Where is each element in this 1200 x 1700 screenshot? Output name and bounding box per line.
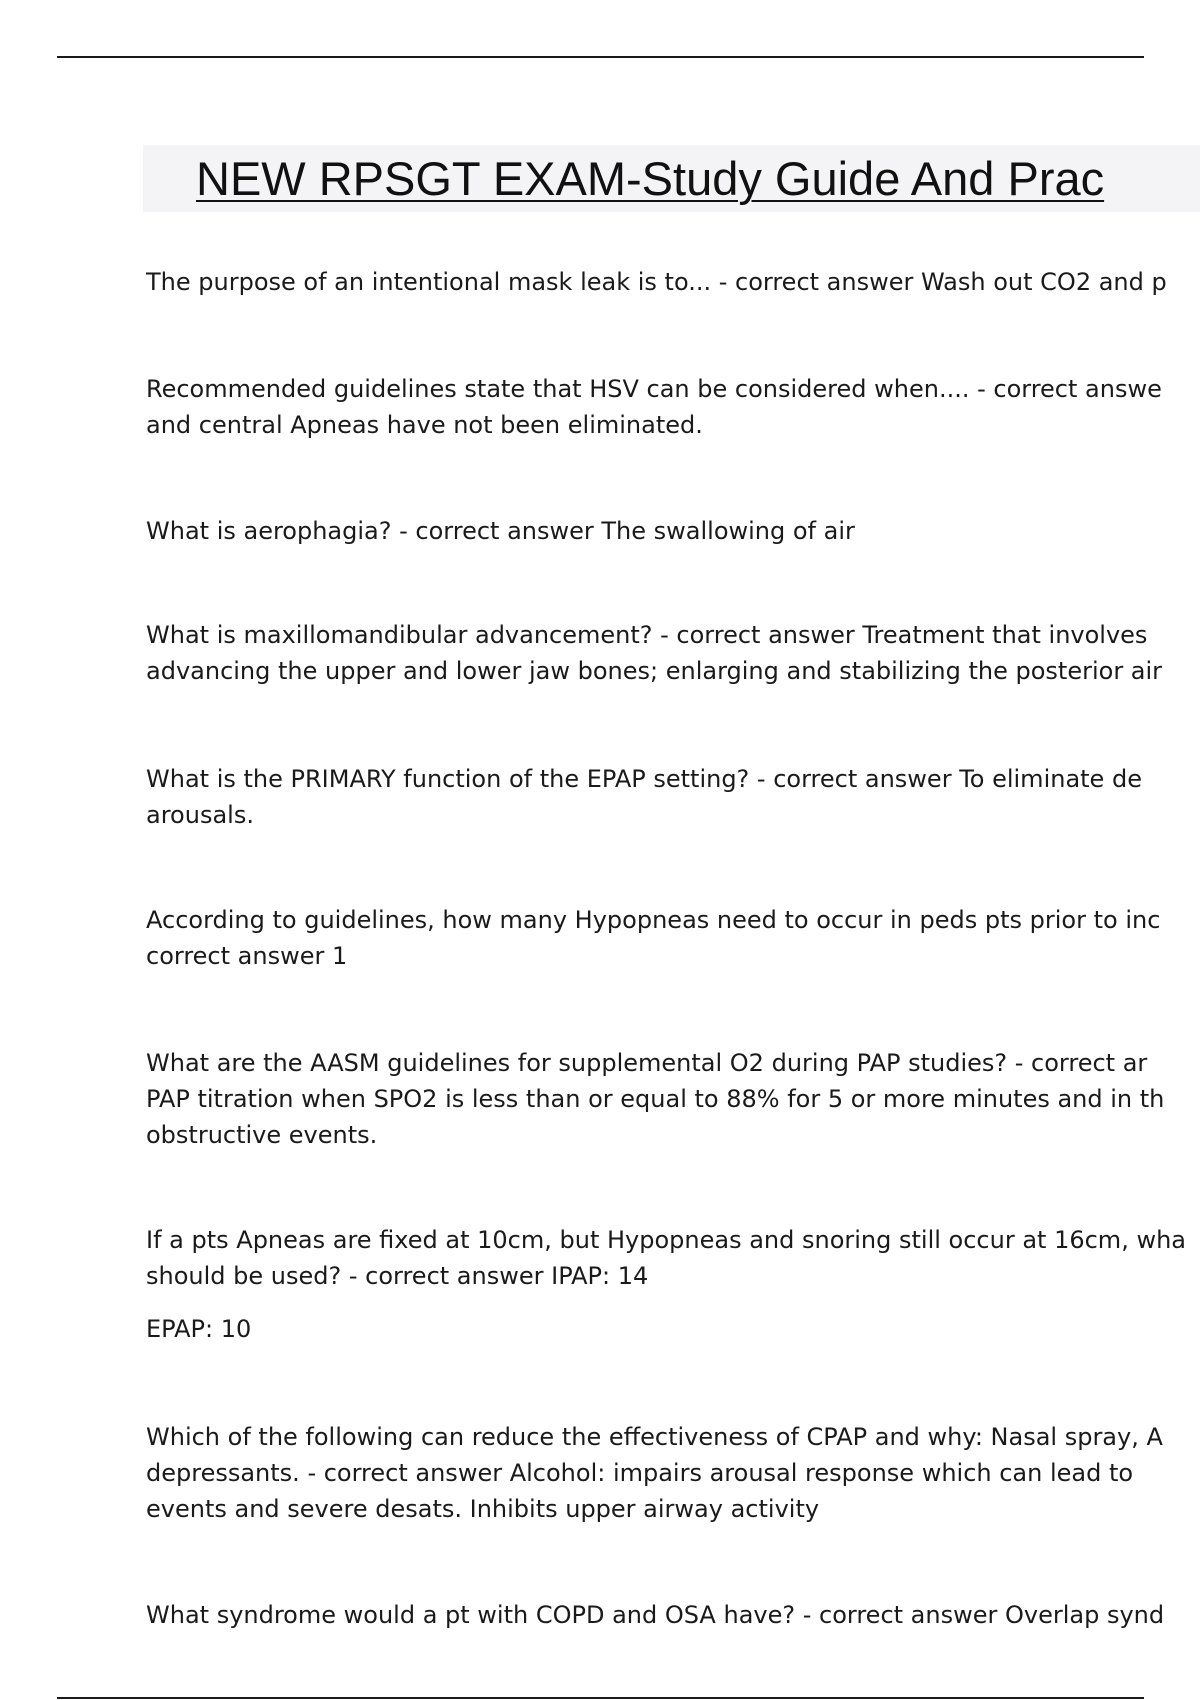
document-body <box>146 0 1200 1700</box>
qa-line: Recommended guidelines state that HSV can be considered when.... - correct answe <box>146 375 1162 403</box>
qa-line: correct answer 1 <box>146 942 348 970</box>
footer-rule <box>57 1697 1144 1699</box>
qa-line: should be used? - correct answer IPAP: 14 <box>146 1262 649 1290</box>
qa-item <box>146 1311 251 1347</box>
qa-line: What is aerophagia? - correct answer The swallowing of air <box>146 517 855 545</box>
qa-line: The purpose of an intentional mask leak is to... - correct answer Wash out CO2 and p <box>146 268 1167 296</box>
qa-line: depressants. - correct answer Alcohol: impairs arousal response which can lead to <box>146 1459 1134 1487</box>
qa-line: and central Apneas have not been eliminated. <box>146 411 703 439</box>
qa-line: What are the AASM guidelines for supplemental O2 during PAP studies? - correct ar <box>146 1049 1148 1077</box>
qa-item <box>146 902 1160 974</box>
qa-item <box>146 264 1167 300</box>
qa-item <box>146 1045 1164 1153</box>
qa-line: What syndrome would a pt with COPD and OSA have? - correct answer Overlap synd <box>146 1601 1165 1629</box>
qa-line: According to guidelines, how many Hypopneas need to occur in peds pts prior to inc <box>146 906 1161 934</box>
qa-line: PAP titration when SPO2 is less than or equal to 88% for 5 or more minutes and in th <box>146 1085 1165 1113</box>
qa-line: What is the PRIMARY function of the EPAP setting? - correct answer To eliminate de <box>146 765 1142 793</box>
qa-line: What is maxillomandibular advancement? - correct answer Treatment that involves <box>146 621 1148 649</box>
qa-line: If a pts Apneas are fixed at 10cm, but Hypopneas and snoring still occur at 16cm, wha <box>146 1226 1186 1254</box>
qa-line: obstructive events. <box>146 1121 378 1149</box>
qa-line: Which of the following can reduce the effectiveness of CPAP and why: Nasal spray, A <box>146 1423 1163 1451</box>
qa-line: advancing the upper and lower jaw bones; enlarging and stabilizing the posterior air <box>146 657 1163 685</box>
qa-item <box>146 761 1142 833</box>
qa-line: arousals. <box>146 801 254 829</box>
qa-item <box>146 617 1162 689</box>
qa-item <box>146 1597 1164 1633</box>
qa-line: EPAP: 10 <box>146 1315 252 1343</box>
qa-item <box>146 1222 1186 1294</box>
document-title: NEW RPSGT EXAM-Study Guide And Prac <box>196 152 1105 205</box>
qa-item <box>146 371 1162 443</box>
qa-line: events and severe desats. Inhibits upper airway activity <box>146 1495 820 1523</box>
qa-item <box>146 1419 1163 1527</box>
qa-item <box>146 513 855 549</box>
